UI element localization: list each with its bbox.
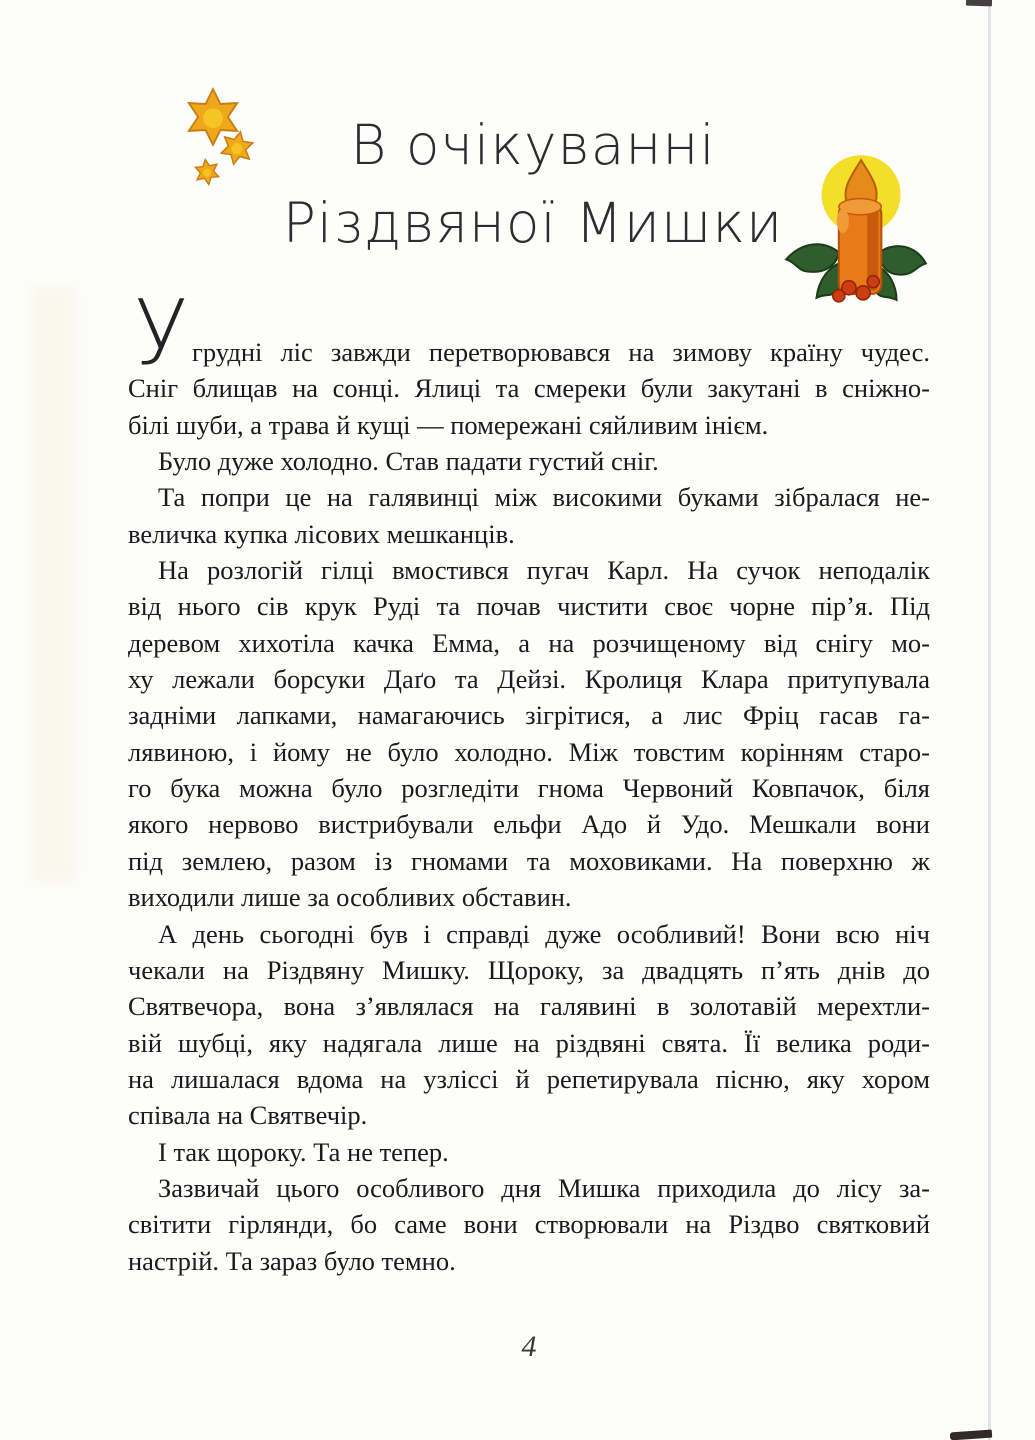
text-line: світити гірлянди, бо саме вони створювали на Різдво святковий: [128, 1209, 930, 1240]
text-line: від нього сів крук Руді та почав чистити своє чорне пір’я. Під: [128, 591, 930, 622]
candle-wax-drip: [837, 209, 849, 233]
holly-berry: [833, 290, 845, 302]
text-line: вій шубці, яку надягала лише на різдвяні свята. Її велика роди-: [128, 1027, 930, 1058]
text-line: Сніг блищав на сонці. Ялиці та смереки були закутані в сніжно-: [128, 373, 930, 404]
scan-artifact-bottom: [950, 1430, 992, 1440]
candle-icon: [778, 146, 930, 308]
holly-leaf-right: [879, 246, 926, 275]
text-line: І так щороку. Та не тепер.: [158, 1136, 449, 1167]
text-line: співала на Святвечір.: [128, 1100, 368, 1131]
scan-artifact-top: [966, 0, 992, 6]
text-line: Святвечора, вона з’являлася на галявині в золотавій мерехтли-: [128, 991, 930, 1022]
chapter-title-line2: Різдвяної Мишки: [282, 191, 784, 255]
text-line: грудні ліс завжди перетворювався на зимову країну чудес.: [192, 337, 930, 367]
text-line: чекали на Різдвяну Мишку. Щороку, за двадцять п’ять днів до: [128, 954, 930, 985]
text-line: під землею, разом із гномами та моховиками. На поверхню ж: [128, 845, 930, 876]
text-line: виходили лише за особливих обставин.: [128, 882, 572, 913]
text-line: настрій. Та зараз було темно.: [128, 1245, 456, 1276]
text-line: лявиною, і йому не було холодно. Між товстим корінням старо-: [128, 736, 930, 767]
text-line: на лишалася вдома на узліссі й репетирувала пісню, яку хором: [128, 1063, 930, 1094]
page-edge-line: [988, 0, 991, 1440]
text-line: якого нервово вистрибували ельфи Адо й Удо. Мешкали вони: [128, 809, 930, 840]
holly-berry: [867, 276, 879, 288]
text-line: Та попри це на галявинці між високими буками зібралася не-: [158, 482, 930, 513]
text-line: го бука можна було розгледіти гнома Червоний Ковпачок, біля: [128, 773, 930, 804]
text-line: величка купка лісових мешканців.: [128, 518, 515, 549]
page-number: 4: [521, 1330, 537, 1363]
drop-cap: У: [134, 280, 189, 384]
text-line: ху лежали борсуки Даґо та Дейзі. Кролиця Клара притупувала: [128, 664, 930, 695]
text-line: На розлогій гілці вмостився пугач Карл. На сучок неподалік: [158, 555, 930, 586]
text-line: деревом хихотіла качка Емма, а на розчищеному від снігу мо-: [128, 627, 930, 658]
text-line: Зазвичай цього особливого дня Мишка приходила до лісу за-: [158, 1172, 930, 1203]
text-line: А день сьогодні був і справді дуже особливий! Вони всю ніч: [158, 918, 930, 949]
text-line: задніми лапками, намагаючись зігрітися, а лис Фріц гасав га-: [128, 700, 930, 731]
text-line: білі шуби, а трава й кущі — помережані сяйливим інієм.: [128, 409, 769, 440]
text-line: Було дуже холодно. Став падати густий сніг.: [158, 446, 659, 477]
holly-berry: [856, 286, 870, 300]
scan-shadow-strip: [30, 285, 78, 885]
chapter-title-line1: В очікуванні: [350, 113, 716, 177]
body-text: [128, 334, 930, 1279]
